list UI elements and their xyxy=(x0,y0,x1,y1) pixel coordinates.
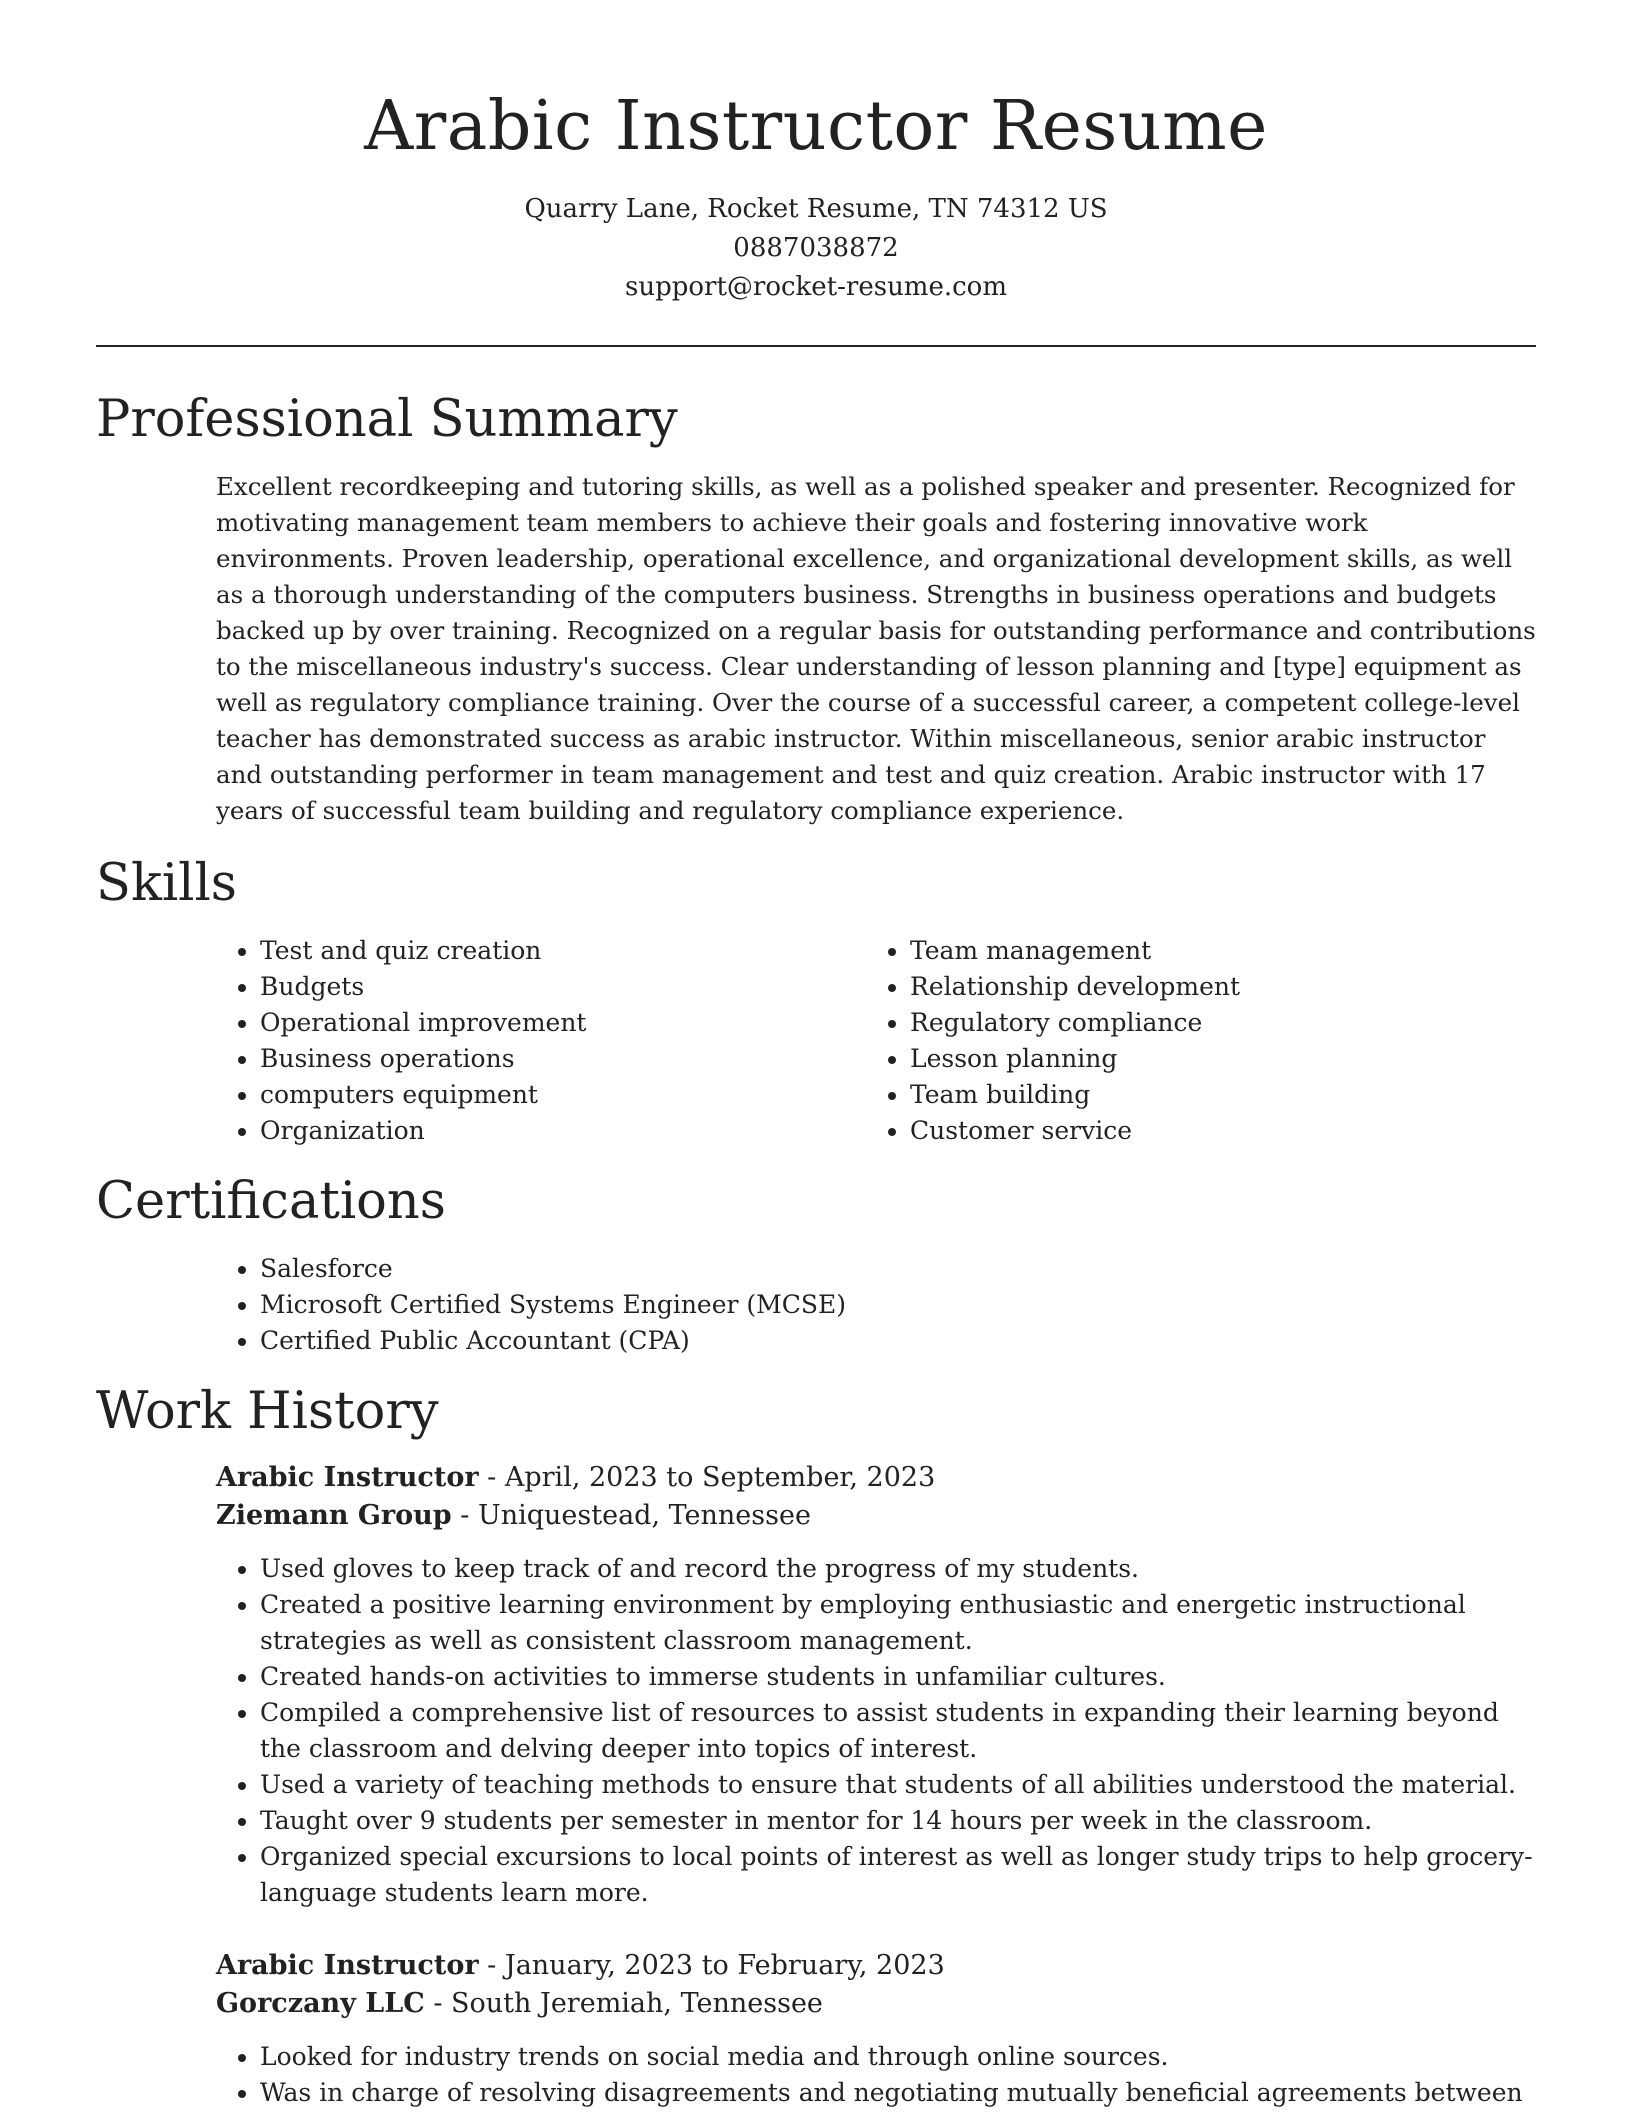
certifications-list-wrap xyxy=(216,1251,1536,1359)
job-entry xyxy=(216,1459,1536,1911)
skill-item: • Relationship development xyxy=(910,969,1516,1005)
certification-item: • Microsoft Certified Systems Engineer (MCSE) xyxy=(260,1287,1536,1323)
job-bullet: • Created hands-on activities to immerse students in unfamiliar cultures. xyxy=(260,1659,1536,1695)
job-bullet: • Used a variety of teaching methods to ensure that students of all abilities understood the material. xyxy=(260,1767,1536,1803)
job-bullets xyxy=(216,1551,1536,1911)
skill-item: • Operational improvement xyxy=(260,1005,866,1041)
job-dates: - April, 2023 to September, 2023 xyxy=(478,1462,936,1493)
skills-section xyxy=(96,851,1536,1149)
resume-header xyxy=(96,0,1536,307)
skills-list-right xyxy=(866,933,1516,1149)
skill-item: • Business operations xyxy=(260,1041,866,1077)
header-divider xyxy=(96,345,1536,347)
skills-column-right xyxy=(866,933,1516,1149)
work-history-heading: Work History xyxy=(96,1382,439,1441)
skill-item: • computers equipment xyxy=(260,1077,866,1113)
work-history-section xyxy=(96,1379,1536,2111)
skills-list-left xyxy=(216,933,866,1149)
job-bullet: • Organized special excursions to local points of interest as well as longer study trips to help grocery-language students learn more. xyxy=(260,1839,1536,1911)
job-location: - South Jeremiah, Tennessee xyxy=(424,1988,823,2019)
job-location: - Uniquestead, Tennessee xyxy=(451,1500,811,1531)
skills-grid xyxy=(216,933,1536,1149)
skill-item: • Lesson planning xyxy=(910,1041,1516,1077)
skills-heading: Skills xyxy=(96,854,237,913)
job-title: Arabic Instructor xyxy=(216,1950,479,1981)
skill-item: • Organization xyxy=(260,1113,866,1149)
job-title-line xyxy=(216,1459,1536,1497)
job-title-line xyxy=(216,1947,1536,1985)
job-title: Arabic Instructor xyxy=(216,1462,479,1493)
job-bullet: • Used gloves to keep track of and record the progress of my students. xyxy=(260,1551,1536,1587)
summary-text: Excellent recordkeeping and tutoring skills, as well as a polished speaker and presenter. Recognized for motivating management team members to achieve their goals and fostering innovative work environments. Proven leadership, operational excellence, and organizational development skills, as well as a thorough understanding of the computers business. Strengths in business operations and budgets backed up by over training. Recognized on a regular basis for outstanding performance and contributions to the miscellaneous industry's success. Clear understanding of lesson planning and [type] equipment as well as regulatory compliance training. Over the course of a successful career, a competent college-level teacher has demonstrated success as arabic instructor. Within miscellaneous, senior arabic instructor and outstanding performer in team management and test and quiz creation. Arabic instructor with 17 years of successful team building and regulatory compliance experience. xyxy=(216,472,1536,825)
skill-item: • Budgets xyxy=(260,969,866,1005)
job-bullets xyxy=(216,2039,1536,2111)
job-company: Gorczany LLC xyxy=(216,1988,425,2019)
certifications-heading: Certifications xyxy=(96,1172,446,1231)
resume-title: Arabic Instructor Resume xyxy=(364,87,1268,166)
job-company: Ziemann Group xyxy=(216,1500,452,1531)
job-company-line xyxy=(216,1985,1536,2023)
skill-item: • Team building xyxy=(910,1077,1516,1113)
contact-info xyxy=(96,190,1536,307)
certifications-section xyxy=(96,1169,1536,1359)
certification-item: • Certified Public Accountant (CPA) xyxy=(260,1323,1536,1359)
job-company-line xyxy=(216,1497,1536,1535)
job-entry xyxy=(216,1947,1536,2111)
job-bullet: • Created a positive learning environment by employing enthusiastic and energetic instructional strategies as well as consistent classroom management. xyxy=(260,1587,1536,1659)
skills-column-left xyxy=(216,933,866,1149)
certifications-list xyxy=(216,1251,1536,1359)
job-bullet: • Compiled a comprehensive list of resources to assist students in expanding their learning beyond the classroom and delving deeper into topics of interest. xyxy=(260,1695,1536,1767)
skill-item: • Test and quiz creation xyxy=(260,933,866,969)
contact-email: support@rocket-resume.com xyxy=(624,272,1007,302)
job-bullet: • Taught over 9 students per semester in mentor for 14 hours per week in the classroom. xyxy=(260,1803,1536,1839)
skill-item: • Regulatory compliance xyxy=(910,1005,1516,1041)
summary-heading: Professional Summary xyxy=(96,390,678,449)
job-dates: - January, 2023 to February, 2023 xyxy=(478,1950,945,1981)
skill-item: • Team management xyxy=(910,933,1516,969)
summary-section xyxy=(96,387,1536,829)
job-bullet: • Looked for industry trends on social media and through online sources. xyxy=(260,2039,1536,2075)
contact-address: Quarry Lane, Rocket Resume, TN 74312 US xyxy=(524,194,1108,224)
job-bullet: • Was in charge of resolving disagreements and negotiating mutually beneficial agreements between xyxy=(260,2075,1536,2111)
certification-item: • Salesforce xyxy=(260,1251,1536,1287)
contact-phone: 0887038872 xyxy=(733,233,899,263)
skill-item: • Customer service xyxy=(910,1113,1516,1149)
resume-page xyxy=(96,0,1536,2111)
